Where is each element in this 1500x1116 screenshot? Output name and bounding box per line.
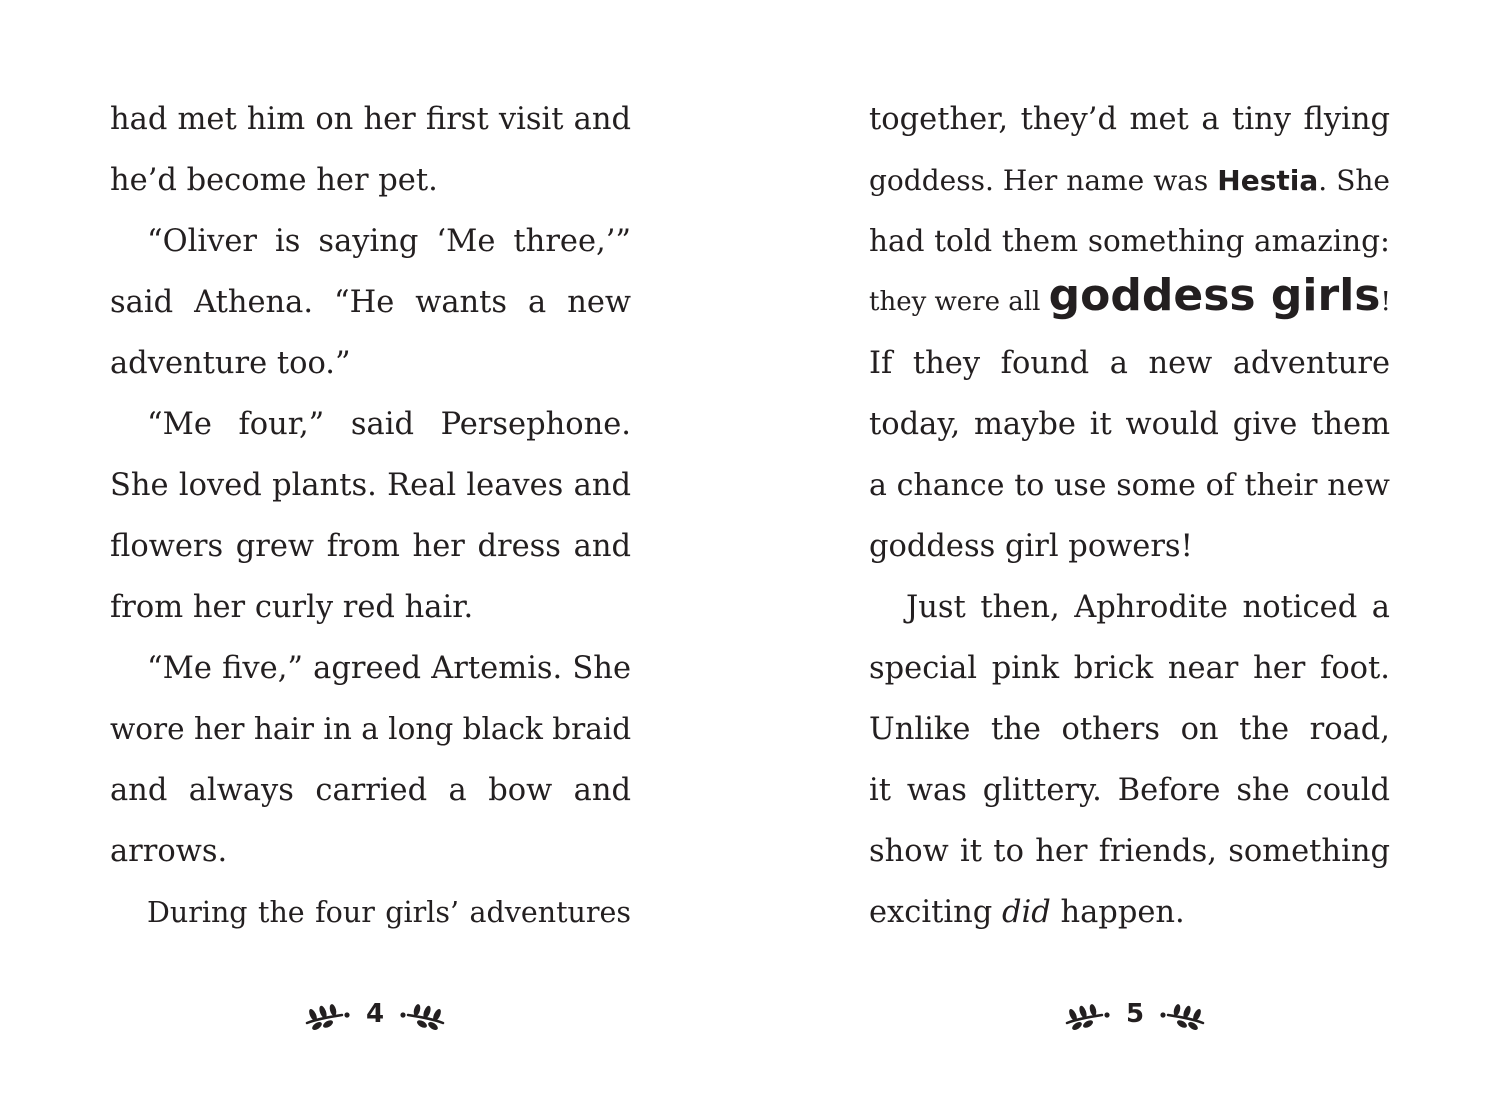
name-hestia: Hestia: [1217, 164, 1319, 197]
text-line: today, maybe it would give them: [869, 407, 1390, 442]
text-line: had met him on her first visit and: [110, 102, 631, 137]
page-number: 5: [1125, 999, 1145, 1029]
text-line: flowers grew from her dress and: [110, 529, 631, 564]
text-line: Just then, Aphrodite noticed a: [906, 590, 1390, 625]
text-line: “Oliver is saying ‘Me three,’”: [147, 224, 631, 259]
text-line: from her curly red hair.: [110, 590, 474, 625]
text-line: If they found a new adventure: [869, 346, 1390, 381]
emphasis-did: did: [1001, 895, 1051, 930]
line-segment: !: [1380, 287, 1391, 317]
text-line: said Athena. “He wants a new: [110, 285, 631, 320]
line-segment: they were all: [869, 287, 1049, 317]
text-line: wore her hair in a long black braid: [110, 712, 632, 746]
page-number: 4: [365, 999, 385, 1029]
text-line: goddess girl powers!: [869, 529, 1193, 564]
leafy-sprig-icon: [304, 997, 350, 1031]
left-page-footer: [304, 992, 446, 1036]
line-segment: goddess. Her name was: [869, 164, 1218, 197]
text-line: [869, 272, 1390, 333]
right-page-footer: [1064, 992, 1206, 1036]
right-page: [869, 89, 1390, 943]
text-line: a chance to use some of their new: [869, 468, 1390, 503]
title-goddess-girls: goddess girls: [1048, 270, 1381, 321]
text-line: [869, 150, 1390, 211]
text-line: [869, 882, 1390, 943]
line-segment: . She: [1318, 164, 1390, 197]
text-line: “Me four,” said Persephone.: [147, 407, 631, 442]
text-line: She loved plants. Real leaves and: [110, 468, 631, 503]
text-line: show it to her friends, something: [869, 834, 1390, 869]
text-line: During the four girls’ adventures: [147, 896, 631, 929]
text-line: he’d become her pet.: [110, 163, 438, 198]
text-line: together, they’d met a tiny flying: [869, 102, 1390, 137]
left-page: [110, 89, 631, 943]
text-line: it was glittery. Before she could: [869, 773, 1390, 808]
text-line: had told them something amazing:: [869, 224, 1390, 258]
line-segment: happen.: [1050, 895, 1185, 930]
text-line: special pink brick near her foot.: [869, 651, 1390, 686]
text-line: arrows.: [110, 834, 228, 869]
leafy-sprig-icon: [400, 997, 446, 1031]
line-segment: exciting: [869, 895, 1002, 930]
leafy-sprig-icon: [1160, 997, 1206, 1031]
text-line: Unlike the others on the road,: [869, 712, 1390, 747]
text-line: “Me five,” agreed Artemis. She: [147, 651, 631, 686]
text-line: and always carried a bow and: [110, 773, 631, 808]
leafy-sprig-icon: [1064, 997, 1110, 1031]
text-line: adventure too.”: [110, 346, 351, 381]
